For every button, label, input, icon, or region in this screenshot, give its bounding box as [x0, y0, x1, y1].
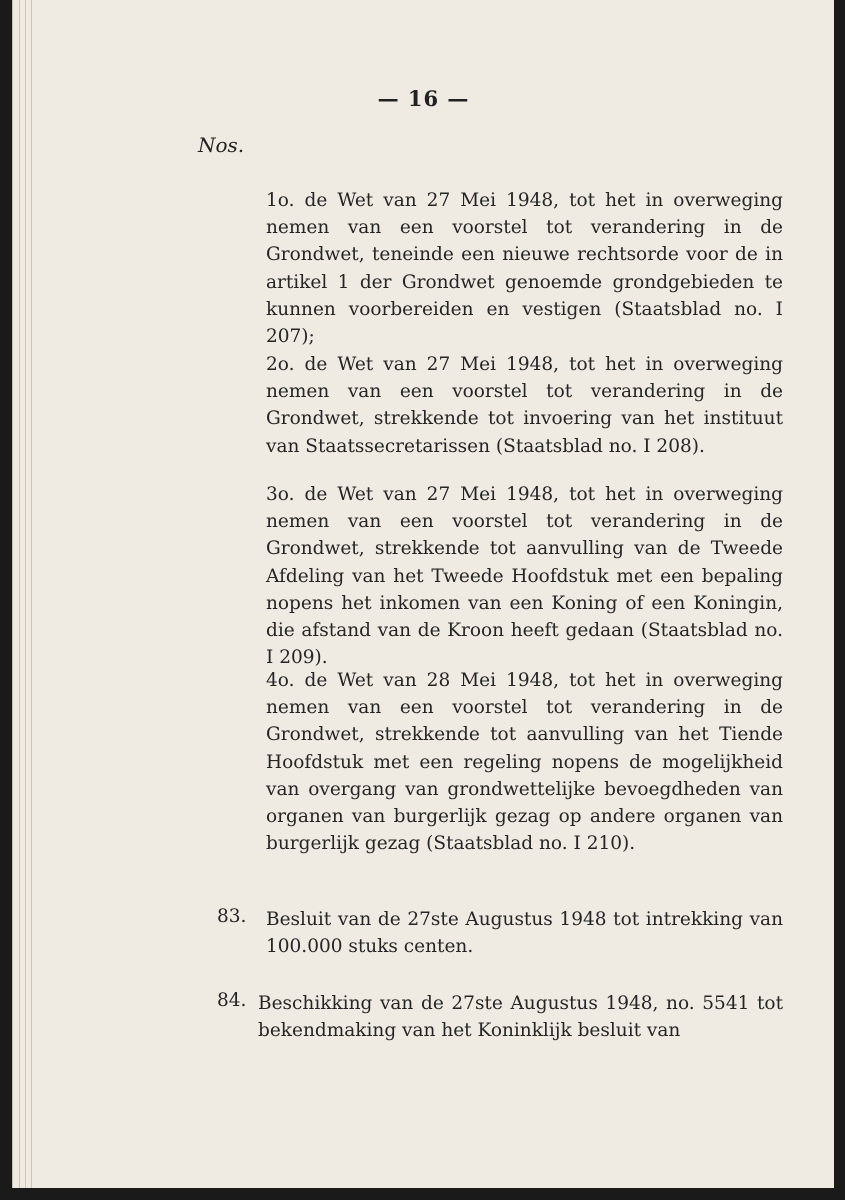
list-item: 1o. de Wet van 27 Mei 1948, tot het in overweging nemen van een voorstel tot verandering in de Grondwet, teneinde een nieuwe rechtsorde voor de in artikel 1 der Grondwet genoemde grondgebieden te kunnen voorbereiden en vestigen (Staatsblad no. I 207); — [266, 190, 783, 348]
list-item: 2o. de Wet van 27 Mei 1948, tot het in overweging nemen van een voorstel tot verandering in de Grondwet, strekkende tot invoering van het instituut van Staatssecretarissen (Staatsblad no. I 208). — [266, 354, 783, 457]
nos-label: Nos. — [198, 133, 245, 157]
entry-number: 84. — [217, 990, 247, 1011]
page-edge — [31, 0, 32, 1188]
entry-text: Beschikking van de 27ste Augustus 1948, no. 5541 tot bekendmaking van het Koninklijk besluit van — [258, 993, 783, 1041]
list-item: 3o. de Wet van 27 Mei 1948, tot het in overweging nemen van een voorstel tot verandering in de Grondwet, strekkende tot aanvulling van de Tweede Afdeling van het Tweede Hoofdstuk met een bepaling nopens het inkomen van een Koning of een Koningin, die afstand van de Kroon heeft gedaan (Staatsblad no. I 209). — [266, 484, 783, 669]
entry-text: Besluit van de 27ste Augustus 1948 tot intrekking van 100.000 stuks centen. — [266, 909, 783, 957]
page-edge — [19, 0, 20, 1188]
list-item: 4o. de Wet van 28 Mei 1948, tot het in overweging nemen van een voorstel tot verandering in de Grondwet, strekkende tot aanvulling van het Tiende Hoofdstuk met een regeling nopens de mogelijkheid van overgang van grondwettelijke bevoegdheden van organen van burgerlijk gezag op andere organen van burgerlijk gezag (Staatsblad no. I 210). — [266, 670, 783, 855]
page-edge — [25, 0, 26, 1188]
document-page — [12, 0, 834, 1188]
entry-number: 83. — [217, 906, 247, 927]
page-number: — 16 — — [377, 86, 470, 111]
